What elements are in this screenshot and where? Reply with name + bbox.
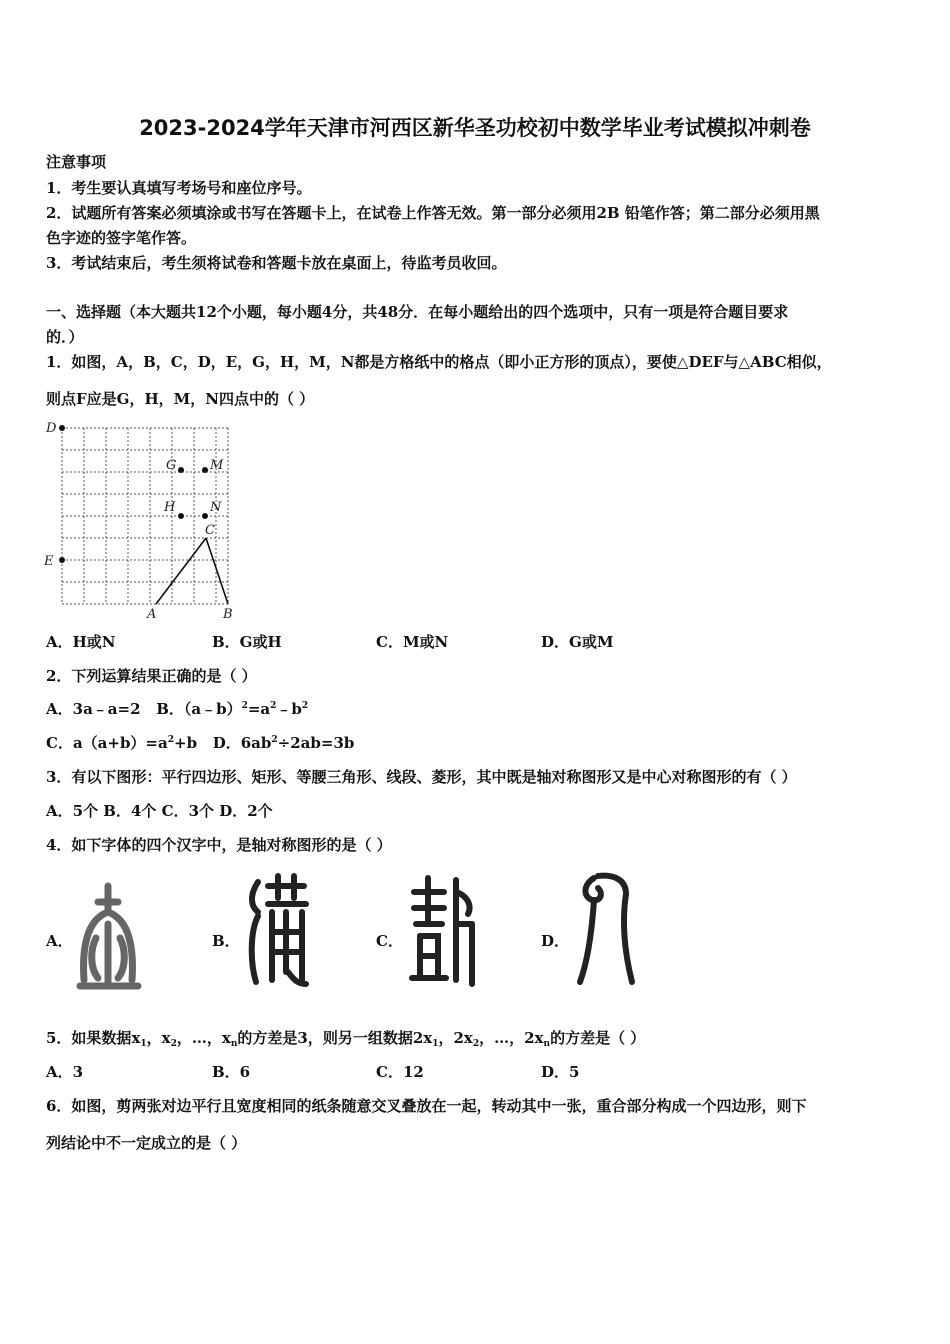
grid-points	[59, 425, 208, 563]
label-g: G	[166, 458, 177, 473]
q1-grid-figure	[40, 414, 240, 624]
q2-options-ab: A．3a﹣a=2 B．$(a﹣b)^2=a^2﹣b^2$	[46, 700, 309, 718]
notice-item-3: 3．考试结束后，考生须将试卷和答题卡放在桌面上，待监考员收回。	[46, 254, 507, 272]
q4-label-d: D．	[541, 932, 570, 950]
q2-options-cd: C．$a(a+b)=a^2+b$ D．$6ab^2\div 2ab=3b$	[46, 734, 355, 752]
label-h: H	[164, 500, 176, 515]
q5-option-b: B．6	[212, 1063, 251, 1081]
q1-option-d: D．G或M	[541, 633, 614, 651]
q1-stem: 1．如图，A，B，C，D，E，G，H，M，N都是方格纸中的格点（即小正方形的顶点），要使△DEF与△ABC相似，	[46, 353, 832, 371]
seal-glyph-a	[76, 880, 142, 992]
label-d: D	[46, 421, 57, 436]
label-c: C	[205, 523, 215, 538]
label-n: N	[210, 500, 222, 515]
q6-stem: 6．如图，剪两张对边平行且宽度相同的纸条随意交叉叠放在一起，转动其中一张，重合部分构成一个四边形，则下	[46, 1097, 807, 1115]
q2-option-b-pre: B．（a﹣b）	[156, 700, 242, 718]
q1-option-b: B．G或H	[212, 633, 282, 651]
notice-item-2-cont: 色字迹的签字笔作答。	[46, 229, 197, 247]
q5-option-c: C．12	[376, 1063, 424, 1081]
label-b: B	[223, 607, 233, 622]
seal-glyph-d	[574, 870, 636, 988]
label-m: M	[210, 458, 224, 473]
q2-stem: 2．下列运算结果正确的是（ ）	[46, 667, 257, 685]
q5-option-d: D．5	[541, 1063, 580, 1081]
q5-stem: 5．如果数据$x_1$，$x_2$，…，$x_n$的方差是3，则另一组数据$2x_1$，$2x_2$，…，$2x_n$的方差是（ ）	[46, 1029, 646, 1049]
q2-option-a: A．3a﹣a=2	[46, 700, 141, 718]
q4-label-b: B．	[212, 932, 240, 950]
q4-label-a: A．	[46, 932, 73, 950]
q5-option-a: A．3	[46, 1063, 84, 1081]
q4-label-c: C．	[376, 932, 403, 950]
notice-item-2: 2．试题所有答案必须填涂或书写在答题卡上，在试卷上作答无效。第一部分必须用2B 铅笔作答；第二部分必须用黑	[46, 204, 820, 222]
notice-heading: 注意事项	[46, 153, 107, 171]
q6-stem-cont: 列结论中不一定成立的是（ ）	[46, 1134, 247, 1152]
q2-option-c: C．a（a+b）=a	[46, 734, 168, 752]
q3-stem: 3．有以下图形：平行四边形、矩形、等腰三角形、线段、菱形，其中既是轴对称图形又是中心对称图形的有（ ）	[46, 768, 797, 786]
label-e: E	[44, 554, 54, 569]
q3-options: A．5个 B．4个 C．3个 D．2个	[46, 802, 273, 820]
seal-glyph-b	[244, 872, 312, 992]
q1-option-c: C．M或N	[376, 633, 449, 651]
notice-item-1: 1．考生要认真填写考场号和座位序号。	[46, 179, 312, 197]
q4-stem: 4．如下字体的四个汉字中，是轴对称图形的是（ ）	[46, 836, 392, 854]
q1-option-a: A．H或N	[46, 633, 116, 651]
triangle-abc	[156, 538, 228, 604]
page-title: 2023-2024学年天津市河西区新华圣功校初中数学毕业考试模拟冲刺卷	[139, 116, 811, 140]
section-heading: 一、选择题（本大题共12个小题，每小题4分，共48分．在每小题给出的四个选项中，只有一项是符合题目要求	[46, 303, 789, 321]
q1-stem-cont: 则点F应是G，H，M，N四点中的（ ）	[46, 390, 315, 408]
section-heading-cont: 的．）	[46, 328, 84, 346]
q2-option-d: D．6ab	[212, 734, 272, 752]
seal-glyph-c	[406, 872, 478, 990]
label-a: A	[147, 607, 157, 622]
